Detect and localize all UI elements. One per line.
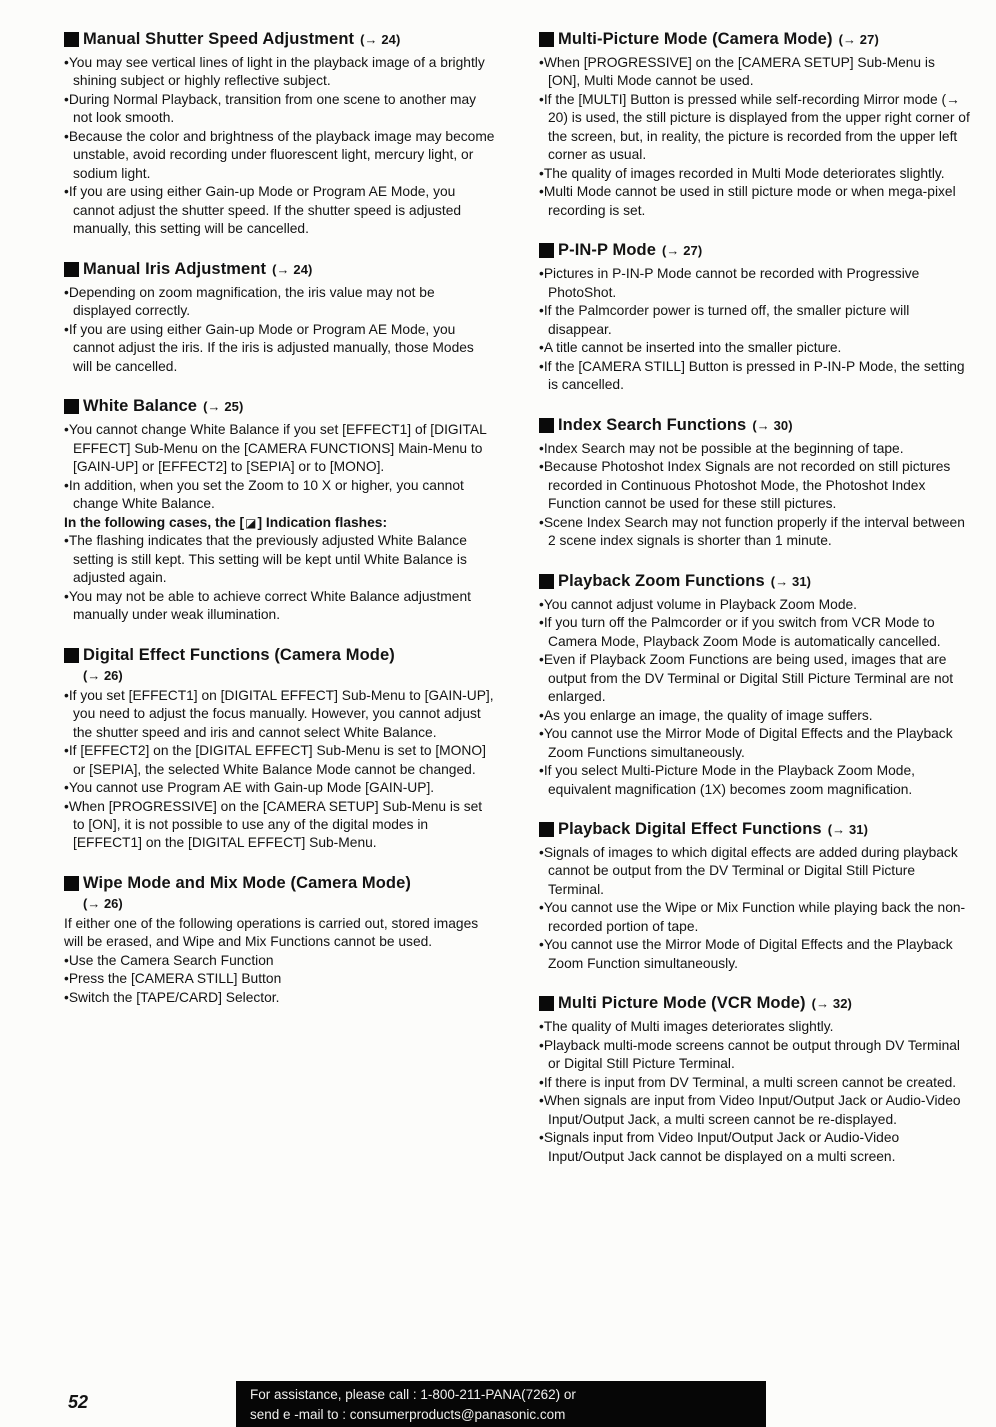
bullet-item: •In addition, when you set the Zoom to 10 X or higher, you cannot change White Balance. bbox=[64, 477, 464, 512]
bullet-item: •Because the color and brightness of the playback image may become unstable, avoid recording under fluorescent light, mercury light, or sodium light. bbox=[64, 128, 495, 181]
section-page-ref: (→ 32) bbox=[811, 996, 852, 1012]
bullet-item: •If there is input from DV Terminal, a multi screen cannot be created. bbox=[539, 1074, 957, 1090]
section-marker-icon bbox=[539, 574, 554, 589]
section-manual-shutter-speed-adjustment bbox=[64, 30, 495, 239]
section-title bbox=[64, 30, 495, 49]
section-page-ref: (→ 31) bbox=[770, 573, 812, 589]
bullet-item: •When [PROGRESSIVE] on the [CAMERA SETUP] Sub-Menu is [ON], Multi Mode cannot be used. bbox=[539, 55, 935, 89]
section-page-ref: (→ 27) bbox=[838, 32, 879, 47]
section-title-text: White Balance bbox=[83, 397, 198, 416]
section-marker-icon bbox=[539, 32, 554, 47]
section-digital-effect-functions-camera-mode bbox=[64, 646, 495, 853]
section-title bbox=[64, 260, 495, 279]
left-column bbox=[64, 30, 495, 1187]
section-title-text: Wipe Mode and Mix Mode (Camera Mode) bbox=[83, 873, 411, 892]
section-wipe-mode-and-mix-mode-camera-mode bbox=[64, 874, 495, 1007]
section-marker-icon bbox=[539, 418, 554, 433]
right-column bbox=[539, 30, 970, 1187]
section-marker-icon bbox=[64, 648, 79, 663]
section-title-text: Index Search Functions bbox=[558, 415, 747, 434]
bullet-item: •As you enlarge an image, the quality of image suffers. bbox=[539, 707, 873, 723]
section-title-text: Digital Effect Functions (Camera Mode) bbox=[83, 645, 395, 664]
bullet-item: •You cannot use Program AE with Gain-up Mode [GAIN-UP]. bbox=[64, 780, 435, 796]
footer-line-1: For assistance, please call : 1-800-211-PANA(7262) or bbox=[250, 1387, 576, 1402]
section-white-balance bbox=[64, 397, 495, 624]
section-marker-icon bbox=[539, 822, 554, 837]
bullet-item: •You cannot adjust volume in Playback Zoom Mode. bbox=[539, 596, 857, 612]
section-title bbox=[539, 820, 970, 839]
bullet-item: •During Normal Playback, transition from one scene to another may not look smooth. bbox=[64, 91, 477, 126]
section-marker-icon bbox=[64, 32, 79, 47]
bullet-item: •If you are using either Gain-up Mode or Program AE Mode, you cannot adjust the shutter speed. If the shutter speed is adjusted manually, this setting will be cancelled. bbox=[64, 184, 462, 237]
bullet-item: •When [PROGRESSIVE] on the [CAMERA SETUP] Sub-Menu is set to [ON], it is not possible to use any of the digital modes in [EFFECT1] on the [DIGITAL EFFECT] Sub-Menu. bbox=[64, 798, 483, 851]
footer-line-2: send e -mail to : consumerproducts@panasonic.com bbox=[250, 1407, 566, 1423]
bullet-item: •If you set [EFFECT1] on [DIGITAL EFFECT] Sub-Menu to [GAIN-UP], you need to adjust the focus manually. However, you cannot adjust the shutter speed and iris and cannot select White Balance. bbox=[64, 687, 494, 740]
bullet-item: •You cannot change White Balance if you set [EFFECT1] of [DIGITAL EFFECT] Sub-Menu on the [CAMERA FUNCTIONS] Main-Menu to [GAIN-UP] or [EFFECT2] to [SEPIA] or to [MONO]. bbox=[64, 422, 487, 475]
section-playback-zoom-functions bbox=[539, 572, 970, 799]
section-title bbox=[539, 30, 970, 49]
bullet-item: •The quality of images recorded in Multi Mode deteriorates slightly. bbox=[539, 165, 945, 181]
bullet-item: •When signals are input from Video Input/Output Jack or Audio-Video Input/Output Jack, a multi screen cannot be re-displayed. bbox=[539, 1093, 961, 1127]
section-page-ref: (→ 31) bbox=[827, 821, 869, 837]
bullet-item: •If you are using either Gain-up Mode or Program AE Mode, you cannot adjust the iris. If the iris is adjusted manually, those Modes will be cancelled. bbox=[64, 321, 474, 374]
section-marker-icon bbox=[539, 243, 554, 258]
section-index-search-functions bbox=[539, 416, 970, 551]
bullet-item: •Scene Index Search may not function properly if the interval between 2 scene index signals is shorter than 1 minute. bbox=[539, 514, 965, 549]
section-title bbox=[64, 397, 495, 416]
section-title-text: Manual Iris Adjustment bbox=[83, 259, 267, 278]
section-title bbox=[539, 994, 970, 1013]
footer-assistance-bar bbox=[236, 1381, 766, 1427]
bullet-item: •If you turn off the Palmcorder or if you switch from VCR Mode to Camera Mode, Playback Zoom Mode is automatically cancelled. bbox=[539, 615, 941, 649]
bullet-item: •Pictures in P-IN-P Mode cannot be recorded with Progressive PhotoShot. bbox=[539, 266, 920, 300]
bullet-item: •You cannot use the Wipe or Mix Function while playing back the non-recorded portion of tape. bbox=[539, 900, 966, 934]
section-marker-icon bbox=[64, 262, 79, 277]
section-title-text: Playback Zoom Functions bbox=[558, 571, 765, 590]
section-page-ref: (→ 24) bbox=[360, 32, 401, 47]
note-text: In the following cases, the [ bbox=[64, 514, 245, 530]
bullet-item: •You cannot use the Mirror Mode of Digital Effects and the Playback Zoom Function simultaneously. bbox=[539, 937, 953, 971]
bullet-item: •You cannot use the Mirror Mode of Digital Effects and the Playback Zoom Functions simultaneously. bbox=[539, 726, 953, 760]
section-title-text: P-IN-P Mode bbox=[558, 241, 656, 260]
bullet-item: •Even if Playback Zoom Functions are being used, images that are output from the DV Terminal or Digital Still Picture Terminal are not enlarged. bbox=[539, 652, 954, 705]
bullet-item: •Multi Mode cannot be used in still picture mode or when mega-pixel recording is set. bbox=[539, 184, 956, 218]
bullet-item: •The flashing indicates that the previously adjusted White Balance setting is still kept. This setting will be kept until White Balance is adjusted again. bbox=[64, 533, 467, 586]
note-heading bbox=[64, 514, 495, 532]
section-marker-icon bbox=[539, 996, 554, 1011]
bullet-item: •Signals input from Video Input/Output Jack or Audio-Video Input/Output Jack cannot be displayed on a multi screen. bbox=[539, 1130, 900, 1164]
bullet-item: •Switch the [TAPE/CARD] Selector. bbox=[64, 989, 280, 1005]
bullet-item: •Because Photoshot Index Signals are not recorded on still pictures recorded in Continuous Photoshot Mode, the Photoshot Index Function cannot be used for these still pictures. bbox=[539, 459, 951, 512]
paragraph: If either one of the following operations is carried out, stored images will be erased, and Wipe and Mix Functions cannot be used. bbox=[64, 915, 479, 950]
section-page-ref: (→ 26) bbox=[83, 667, 123, 683]
bullet-item: •Index Search may not be possible at the beginning of tape. bbox=[539, 440, 904, 456]
bullet-item: •Playback multi-mode screens cannot be output through DV Terminal or Digital Still Picture Terminal. bbox=[539, 1037, 961, 1072]
bullet-item: •Use the Camera Search Function bbox=[64, 952, 274, 968]
section-page-ref: (→ 30) bbox=[752, 417, 793, 433]
section-title-text: Playback Digital Effect Functions bbox=[558, 819, 822, 838]
section-title bbox=[539, 572, 970, 591]
section-title bbox=[64, 874, 495, 893]
section-title bbox=[539, 241, 970, 260]
bullet-item: •You may not be able to achieve correct White Balance adjustment manually under weak illumination. bbox=[64, 588, 471, 623]
section-page-ref: (→ 26) bbox=[83, 895, 123, 911]
bullet-item: •If the Palmcorder power is turned off, the smaller picture will disappear. bbox=[539, 303, 910, 337]
page-number: 52 bbox=[68, 1392, 89, 1412]
section-title-text: Multi-Picture Mode (Camera Mode) bbox=[558, 30, 833, 48]
bullet-item: •If the [CAMERA STILL] Button is pressed in P-IN-P Mode, the setting is cancelled. bbox=[539, 358, 965, 393]
section-page-ref: (→ 27) bbox=[661, 243, 703, 259]
bullet-item: •Press the [CAMERA STILL] Button bbox=[64, 971, 282, 987]
section-marker-icon bbox=[64, 399, 79, 414]
section-multi-picture-mode-vcr-mode bbox=[539, 994, 970, 1166]
bullet-item: •The quality of Multi images deteriorates slightly. bbox=[539, 1019, 834, 1035]
bullet-item: •If [EFFECT2] on the [DIGITAL EFFECT] Sub-Menu is set to [MONO] or [SEPIA], the selected White Balance Mode cannot be changed. bbox=[64, 743, 486, 777]
section-page-ref: (→ 25) bbox=[203, 399, 244, 415]
section-page-ref: (→ 24) bbox=[272, 261, 313, 277]
section-manual-iris-adjustment bbox=[64, 260, 495, 376]
bullet-item: •Signals of images to which digital effects are added during playback cannot be output from the DV Terminal or Digital Still Picture Terminal. bbox=[539, 844, 958, 897]
bullet-item: •You may see vertical lines of light in the playback image of a brightly shining subject or highly reflective subject. bbox=[64, 55, 485, 89]
bullet-item: •If you select Multi-Picture Mode in the Playback Zoom Mode, equivalent magnification (1X) becomes zoom magnification. bbox=[539, 763, 915, 797]
bullet-item: •A title cannot be inserted into the smaller picture. bbox=[539, 340, 842, 356]
section-p-in-p-mode bbox=[539, 241, 970, 394]
white-balance-icon: ◪ bbox=[245, 515, 257, 530]
note-text: ] Indication flashes: bbox=[257, 514, 388, 530]
section-title bbox=[64, 646, 495, 665]
section-multi-picture-mode-camera-mode bbox=[539, 30, 970, 220]
section-title-text: Multi Picture Mode (VCR Mode) bbox=[558, 994, 806, 1013]
section-title-text: Manual Shutter Speed Adjustment bbox=[83, 30, 355, 48]
section-playback-digital-effect-functions bbox=[539, 820, 970, 973]
section-title bbox=[539, 416, 970, 435]
bullet-item: •If the [MULTI] Button is pressed while self-recording Mirror mode (→ 20) is used, the still picture is displayed from the upper right corner of the screen, but, in reality, the picture is recorded from the upper left corner as usual. bbox=[539, 91, 970, 163]
bullet-item: •Depending on zoom magnification, the iris value may not be displayed correctly. bbox=[64, 284, 435, 319]
section-marker-icon bbox=[64, 876, 79, 891]
